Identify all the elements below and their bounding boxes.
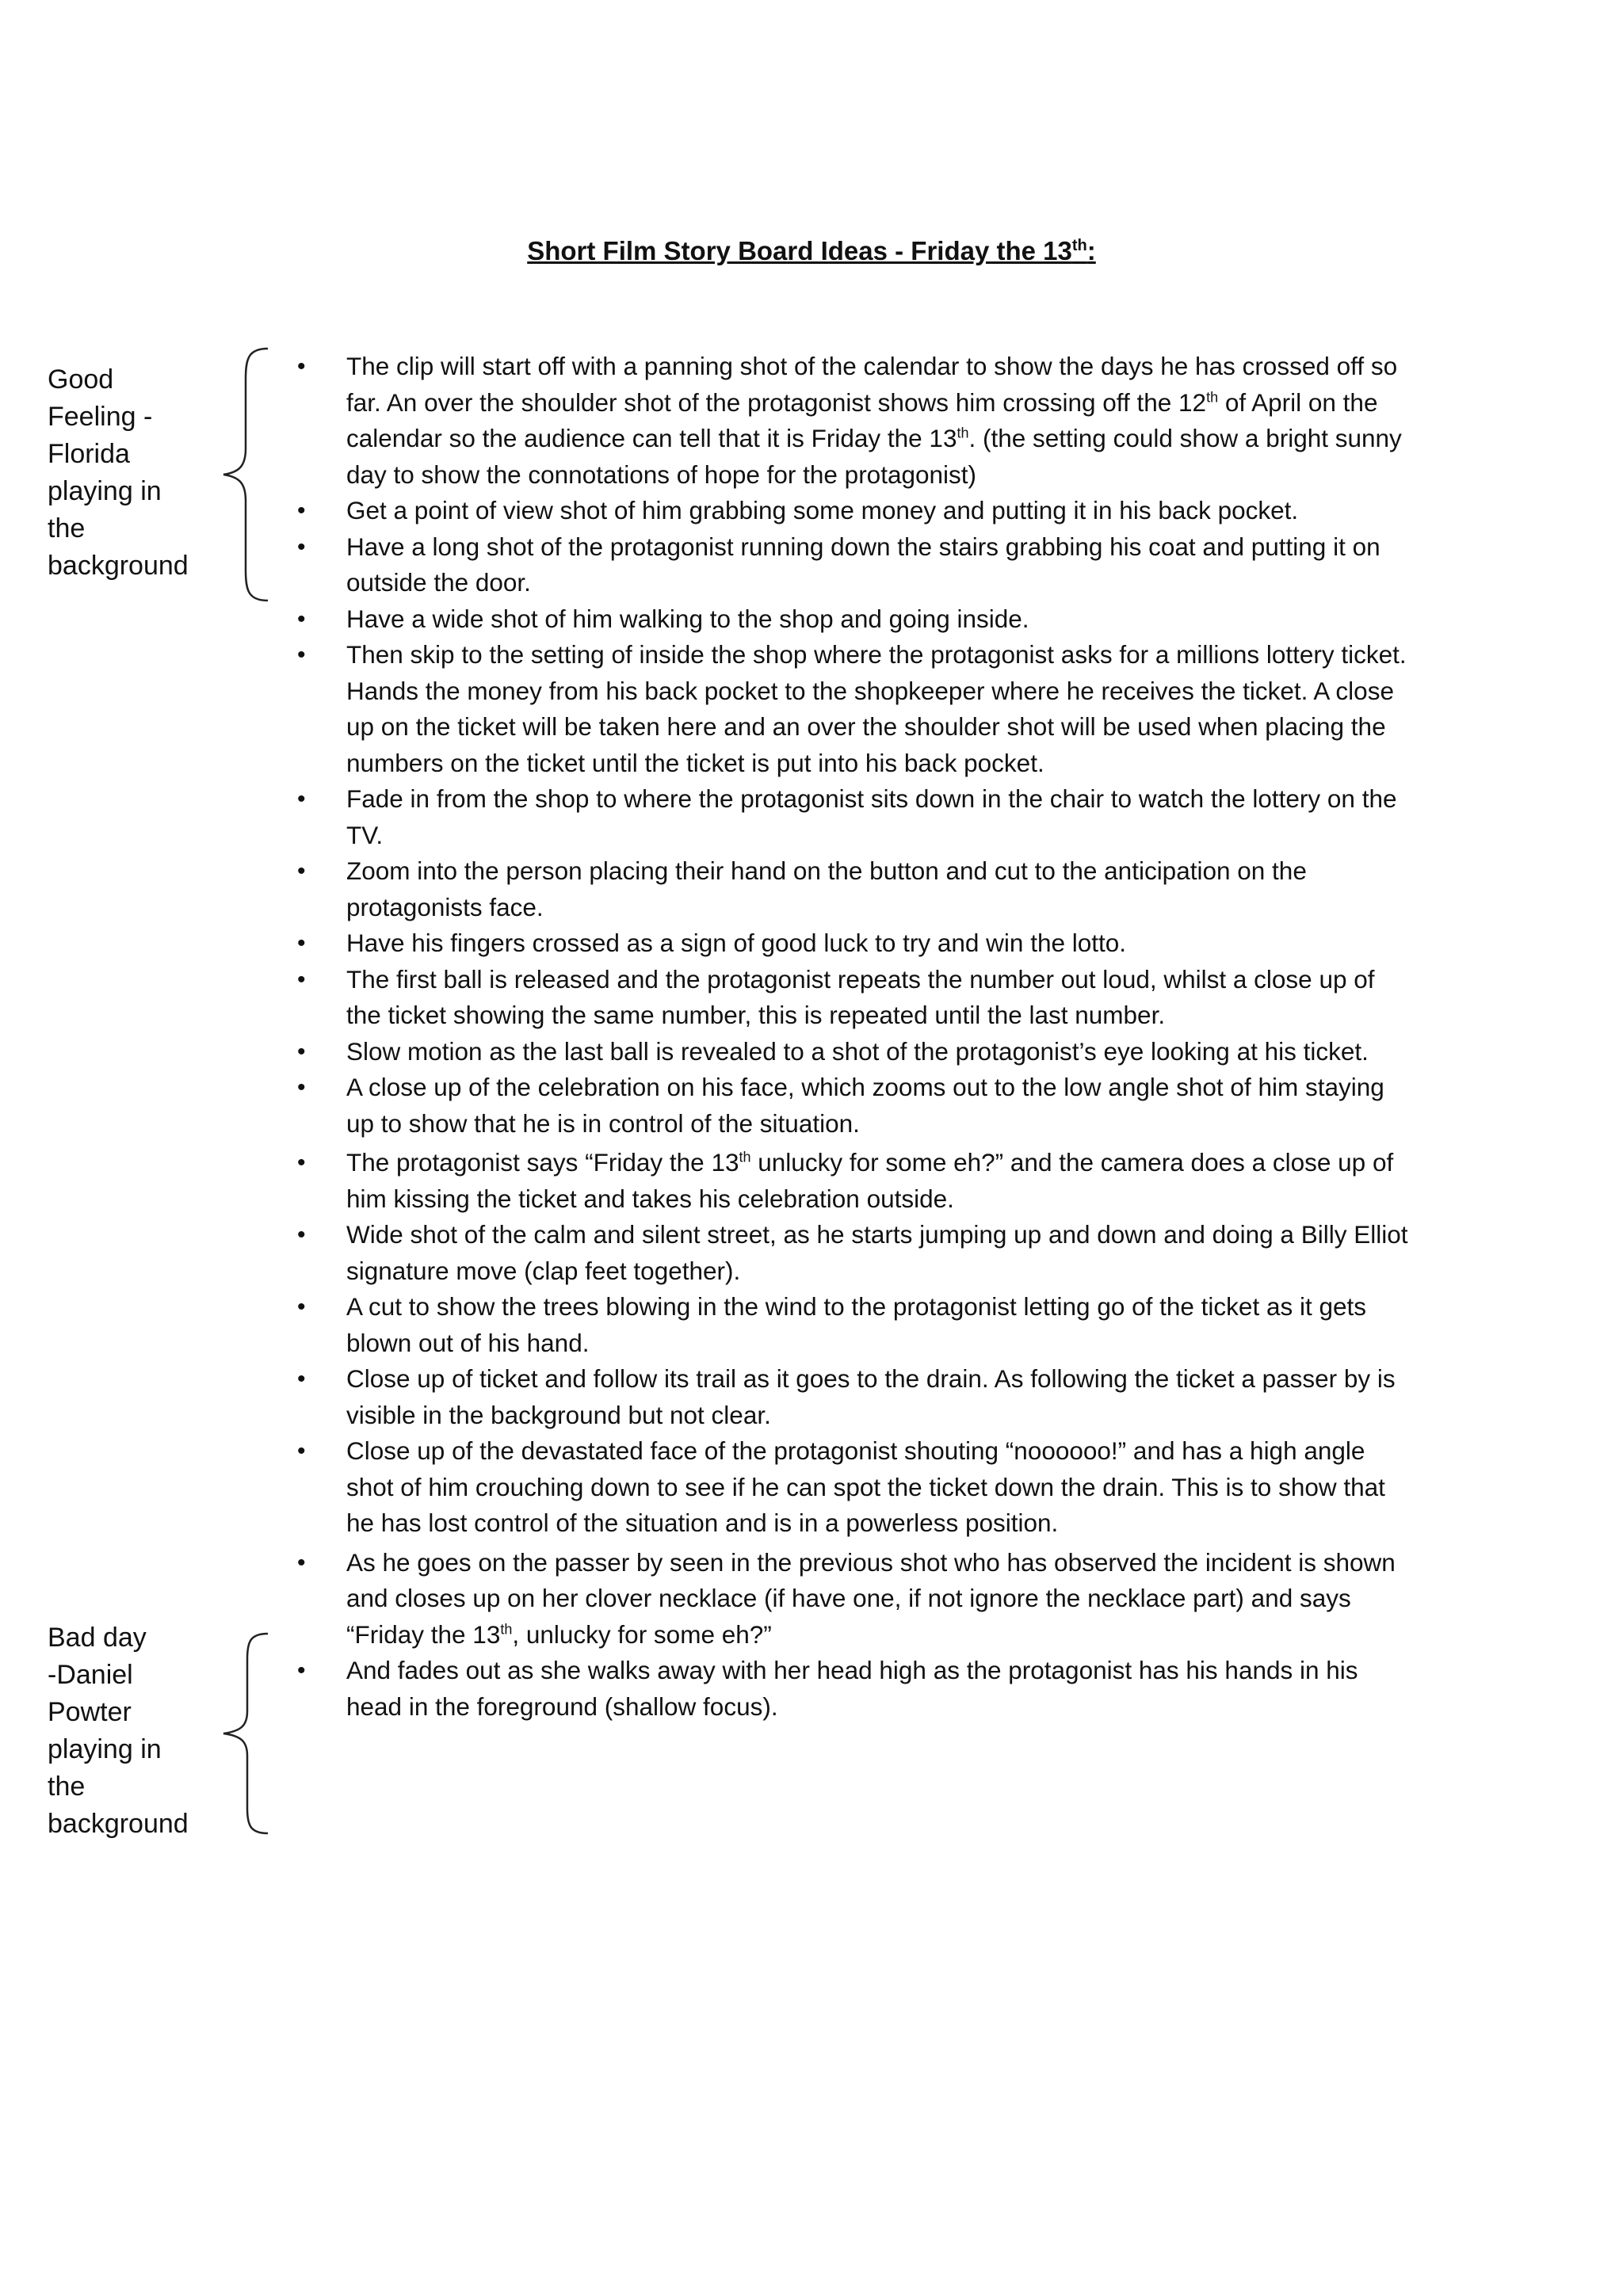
list-item: • The protagonist says “Friday the 13th unlucky for some eh?” and the camera does a close up of him kissing the ticket and takes his celebration outside.: [346, 1145, 1408, 1217]
bullet-icon: •: [297, 1150, 306, 1176]
bullet-icon: •: [297, 642, 306, 668]
list-item: • Have his fingers crossed as a sign of good luck to try and win the lotto.: [346, 925, 1408, 962]
bullet-icon: •: [297, 1366, 306, 1392]
bullet-icon: •: [297, 966, 306, 993]
side-note-line: Feeling -: [48, 402, 153, 432]
side-note-line: Florida: [48, 439, 130, 469]
list-item: • The clip will start off with a panning shot of the calendar to show the days he has crossed off so far. An over the shoulder shot of the protagonist shows him crossing off the 12th of April on the calendar so the audience can tell that it is Friday the 13th. (the setting could show a bright sunny day to show the connotations of hope for the protagonist): [346, 349, 1408, 493]
list-item: • Slow motion as the last ball is revealed to a shot of the protagonist’s eye looking at his ticket.: [346, 1034, 1408, 1070]
bullet-icon: •: [297, 1038, 306, 1065]
bullet-icon: •: [297, 533, 306, 560]
side-note-line: background: [48, 551, 189, 581]
bullet-icon: •: [297, 1294, 306, 1320]
bullet-icon: •: [297, 786, 306, 812]
list-item: • A cut to show the trees blowing in the wind to the protagonist letting go of the ticket as it gets blown out of his hand.: [346, 1289, 1408, 1361]
side-note-line: the: [48, 513, 86, 543]
page-title: Short Film Story Board Ideas - Friday the 13th:: [527, 236, 1096, 265]
side-note-line: the: [48, 1772, 86, 1802]
side-note-line: Bad day: [48, 1623, 147, 1653]
list-item: • Close up of the devastated face of the protagonist shouting “noooooo!” and has a high angle shot of him crouching down to see if he can spot the ticket down the drain. This is to show that he has lost control of the situation and is in a powerless position.: [346, 1433, 1408, 1542]
list-item: • The first ball is released and the protagonist repeats the number out loud, whilst a close up of the ticket showing the same number, this is repeated until the last number.: [346, 962, 1408, 1034]
side-note-line: Good: [48, 364, 114, 395]
bullet-icon: •: [297, 1657, 306, 1684]
side-note-line: Powter: [48, 1697, 132, 1727]
bullet-icon: •: [297, 1549, 306, 1576]
side-note-line: -Daniel: [48, 1660, 133, 1690]
list-item: • Have a wide shot of him walking to the shop and going inside.: [346, 601, 1408, 638]
shot-list: [0, 349, 1623, 1725]
bullet-icon: •: [297, 353, 306, 379]
bullet-icon: •: [297, 930, 306, 956]
bullet-icon: •: [297, 605, 306, 632]
bullet-icon: •: [297, 858, 306, 884]
side-note-line: playing in: [48, 476, 162, 506]
list-item: • Have a long shot of the protagonist running down the stairs grabbing his coat and putting it on outside the door.: [346, 529, 1408, 601]
list-item: • Zoom into the person placing their hand on the button and cut to the anticipation on the protagonists face.: [346, 853, 1408, 925]
bullet-icon: •: [297, 1438, 306, 1464]
list-item: • Wide shot of the calm and silent street, as he starts jumping up and down and doing a Billy Elliot signature move (clap feet together).: [346, 1217, 1408, 1289]
list-item: • A close up of the celebration on his face, which zooms out to the low angle shot of him staying up to show that he is in control of the situation.: [346, 1070, 1408, 1142]
list-item: • Get a point of view shot of him grabbing some money and putting it in his back pocket.: [346, 493, 1408, 529]
list-item: • And fades out as she walks away with her head high as the protagonist has his hands in his head in the foreground (shallow focus).: [346, 1653, 1408, 1725]
bullet-icon: •: [297, 1074, 306, 1100]
side-note-line: background: [48, 1809, 189, 1839]
list-item: • Close up of ticket and follow its trail as it goes to the drain. As following the ticket a passer by is visible in the background but not clear.: [346, 1361, 1408, 1433]
list-item: • Then skip to the setting of inside the shop where the protagonist asks for a millions lottery ticket. Hands the money from his back pocket to the shopkeeper where he receives the ticket. A close up on the ticket will be taken here and an over the shoulder shot will be used when placing the numbers on the ticket until the ticket is put into his back pocket.: [346, 637, 1408, 781]
side-note-line: playing in: [48, 1734, 162, 1764]
list-item: • Fade in from the shop to where the protagonist sits down in the chair to watch the lottery on the TV.: [346, 781, 1408, 853]
bullet-icon: •: [297, 1222, 306, 1248]
bullet-icon: •: [297, 498, 306, 524]
list-item: • As he goes on the passer by seen in the previous shot who has observed the incident is shown and closes up on her clover necklace (if have one, if not ignore the necklace part) and says “Friday the 13th, unlucky for some eh?”: [346, 1545, 1408, 1653]
